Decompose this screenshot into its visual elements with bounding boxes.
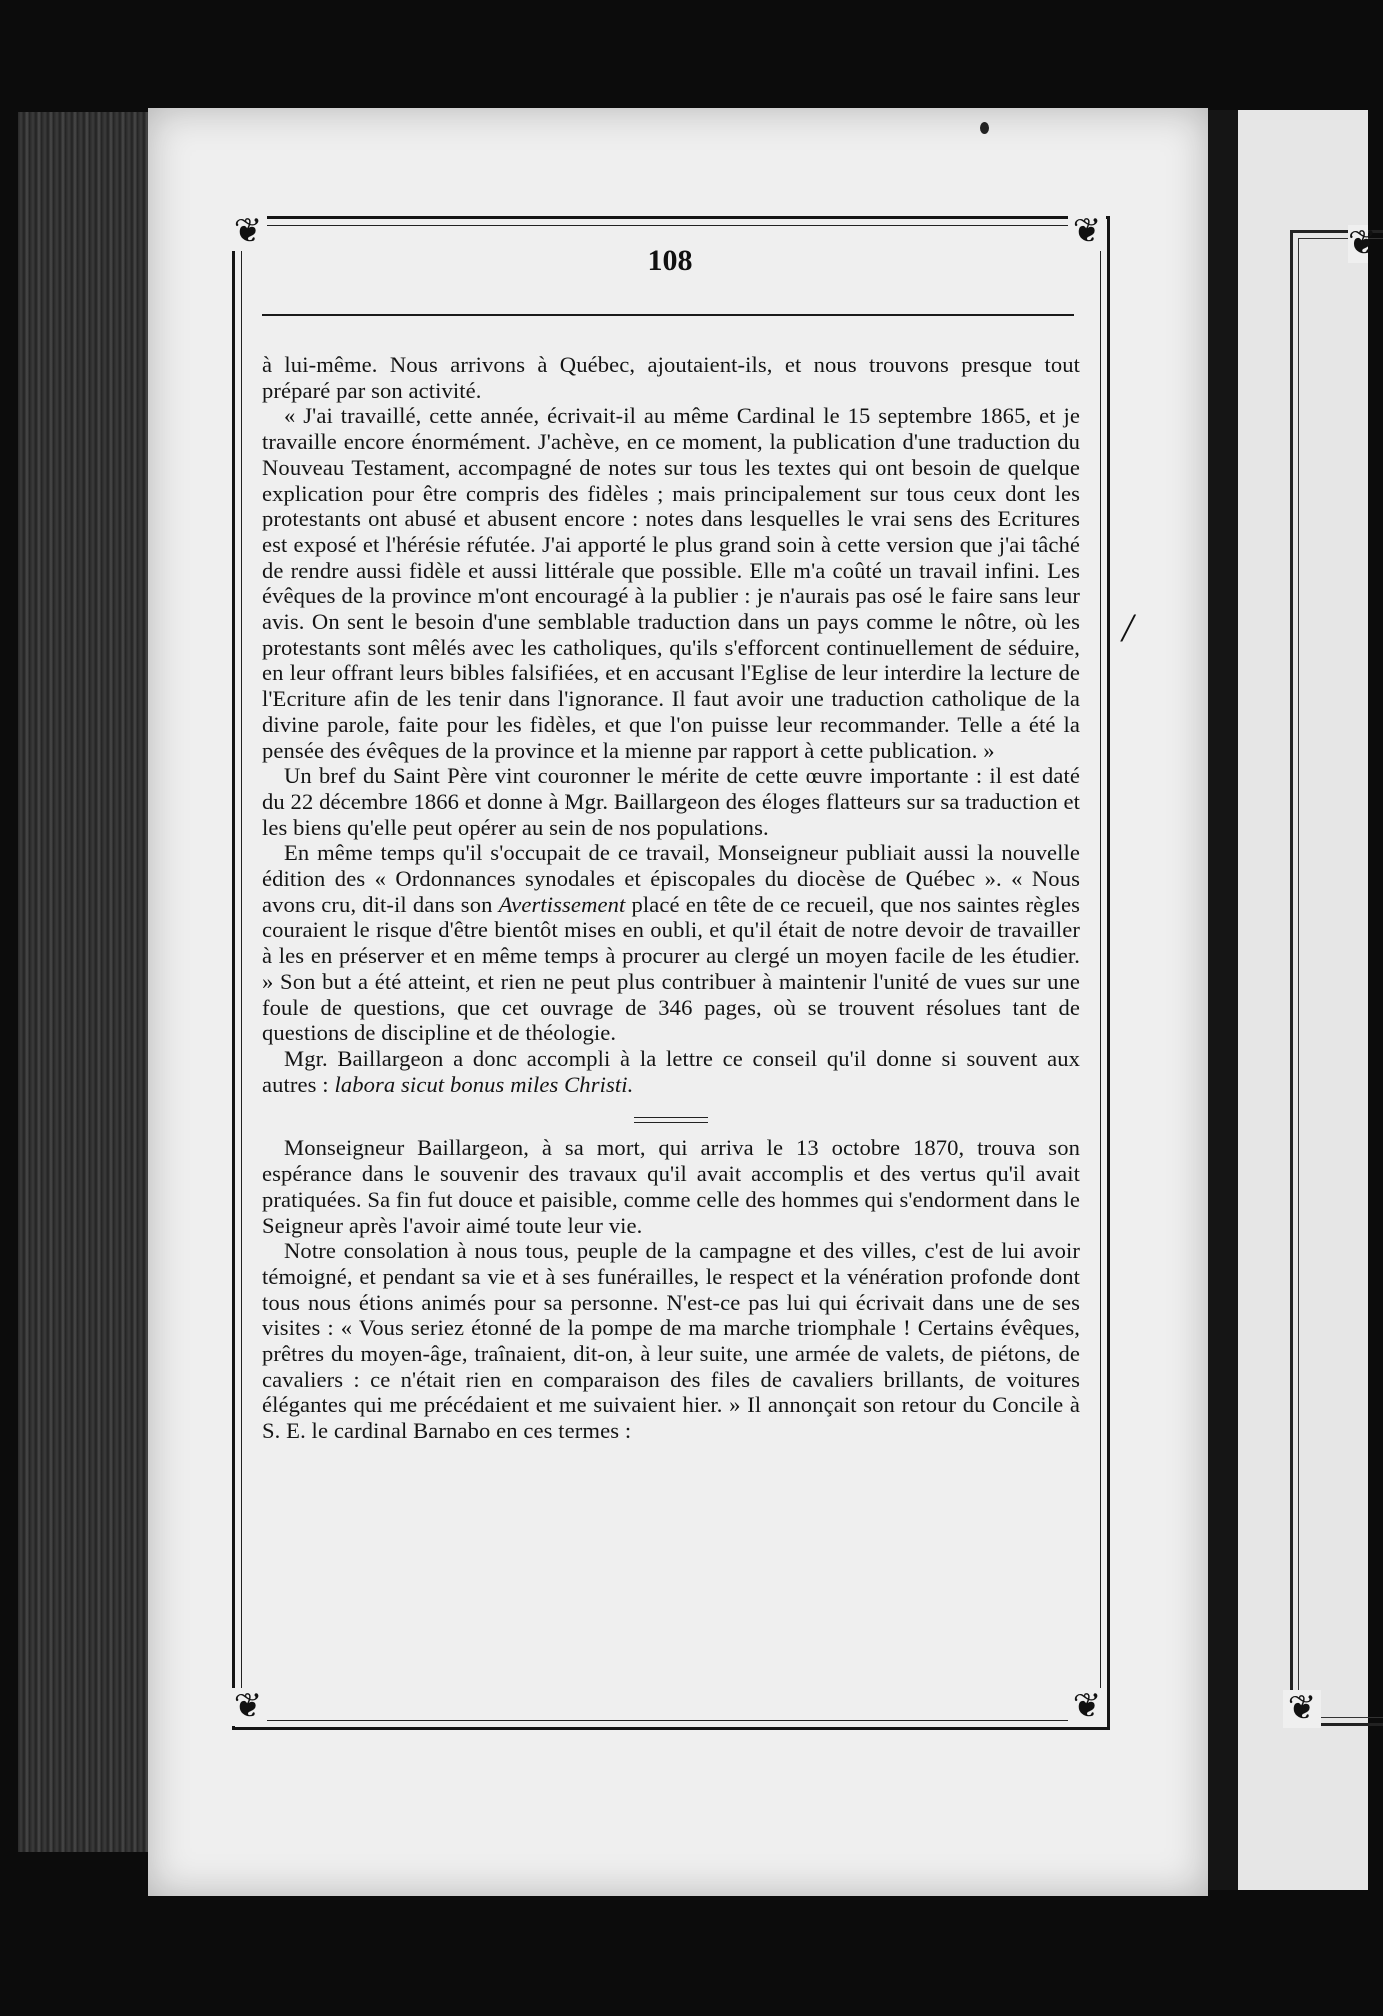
- adjacent-page-frame: [1290, 230, 1383, 1726]
- paragraph: [262, 1046, 1080, 1097]
- italic-term: Avertissement: [498, 891, 626, 917]
- latin-quote: labora sicut bonus miles Christi.: [334, 1071, 634, 1097]
- header-rule: [262, 314, 1074, 316]
- paragraph: [262, 840, 1080, 1046]
- margin-mark: /: [1122, 605, 1134, 650]
- paragraph: Notre consolation à nous tous, peuple de la campagne et des villes, c'est de lui avoir témoigné, et pendant sa vie et à ses funérailles, le respect et la vénération profonde dont tous nous étions animés pour sa personne. N'est-ce pas lui qui écrivait dans une de ses visites : « Vous seriez étonné de la pompe de ma marche triomphale ! Certains évêques, prêtres du moyen-âge, traînaient, dit-on, à leur suite, une armée de valets, de piétons, de cavaliers : ce n'était rien en comparaison des files de cavaliers brillants, de voitures élégantes qui me précédaient et me suivaient hier. » Il annonçait son retour du Concile à S. E. le cardinal Barnabo en ces termes :: [262, 1238, 1080, 1444]
- paragraph-text: En même temps qu'il s'occupait de ce travail, Monseigneur publiait aussi la nouvelle édition des « Ordonnances synodales et épiscopales du diocèse de Québec ». « Nous avons cru, dit-il dans son: [262, 840, 1080, 917]
- paragraph-text: Mgr. Baillargeon a donc accompli à la lettre ce conseil qu'il donne si souvent aux autres :: [262, 1045, 1080, 1097]
- paragraph-text: placé en tête de ce recueil, que nos saintes règles couraient le risque d'être bientôt mises en oubli, et qu'il était de notre devoir de travailler à les en préserver et en même temps à procurer au clergé un moyen facile de les étudier. » Son but a été atteint, et rien ne peut plus contribuer à maintenir l'unité de vues sur une foule de questions, que cet ouvrage de 346 pages, où se trouvent résolues tant de questions de discipline et de théologie.: [262, 891, 1081, 1046]
- page-gutter: [1208, 110, 1238, 1890]
- paragraph: Monseigneur Baillargeon, à sa mort, qui arriva le 13 octobre 1870, trouva son espérance dans le souvenir des travaux qu'il avait accomplis et des vertus qu'il avait pratiquées. Sa fin fut douce et paisible, comme celle des hommes qui s'endorment dans le Seigneur après l'avoir aimé toute leur vie.: [262, 1135, 1080, 1238]
- paragraph: « J'ai travaillé, cette année, écrivait-il au même Cardinal le 15 septembre 1865, et je travaille encore énormément. J'achève, en ce moment, la publication d'une traduction du Nouveau Testament, accompagné de notes sur tous les textes qui ont besoin de quelque explication pour être compris des fidèles ; mais principalement sur tous ceux dont les protestants ont abusé et abusent encore : notes dans lesquelles le vrai sens des Ecritures est exposé et l'hérésie réfutée. J'ai apporté le plus grand soin à cette version que j'ai tâché de rendre aussi fidèle et aussi littérale que possible. Elle m'a coûté un travail infini. Les évêques de la province m'ont encouragé à la publier : je n'aurais pas osé le faire sans leur avis. On sent le besoin d'une semblable traduction dans un pays comme le nôtre, où les protestants sont mêlés avec les catholiques, qu'ils s'efforcent continuellement de séduire, en leur offrant leurs bibles falsifiées, et en accusant l'Eglise de leur interdire la lecture de l'Ecriture afin de les tenir dans l'ignorance. Il faut avoir une traduction catholique de la divine parole, faite pour les fidèles, et que l'on puisse leur recommander. Telle a été la pensée des évêques de la province et la mienne par rapport à cette publication. »: [262, 403, 1080, 763]
- corner-ornament-icon: ❦: [1348, 225, 1377, 262]
- corner-ornament-icon: ❦: [229, 1688, 267, 1726]
- corner-ornament-icon: ❦: [1283, 1690, 1321, 1728]
- paragraph: Un bref du Saint Père vint couronner le mérite de cette œuvre importante : il est daté du 22 décembre 1866 et donne à Mgr. Baillargeon des éloges flatteurs sur sa traduction et les biens qu'elle peut opérer au sein de nos populations.: [262, 763, 1080, 840]
- paragraph: à lui-même. Nous arrivons à Québec, ajoutaient-ils, et nous trouvons presque tout préparé par son activité.: [262, 352, 1080, 403]
- section-separator: [262, 1111, 1080, 1123]
- corner-ornament-icon: ❦: [1068, 213, 1106, 251]
- book-spine-edges: [18, 112, 158, 1852]
- corner-ornament-icon: ❦: [229, 213, 267, 251]
- page-body: [262, 352, 1080, 1444]
- ink-spot: [980, 122, 989, 134]
- page-number: 108: [647, 244, 693, 277]
- corner-ornament-icon: ❦: [1068, 1688, 1106, 1726]
